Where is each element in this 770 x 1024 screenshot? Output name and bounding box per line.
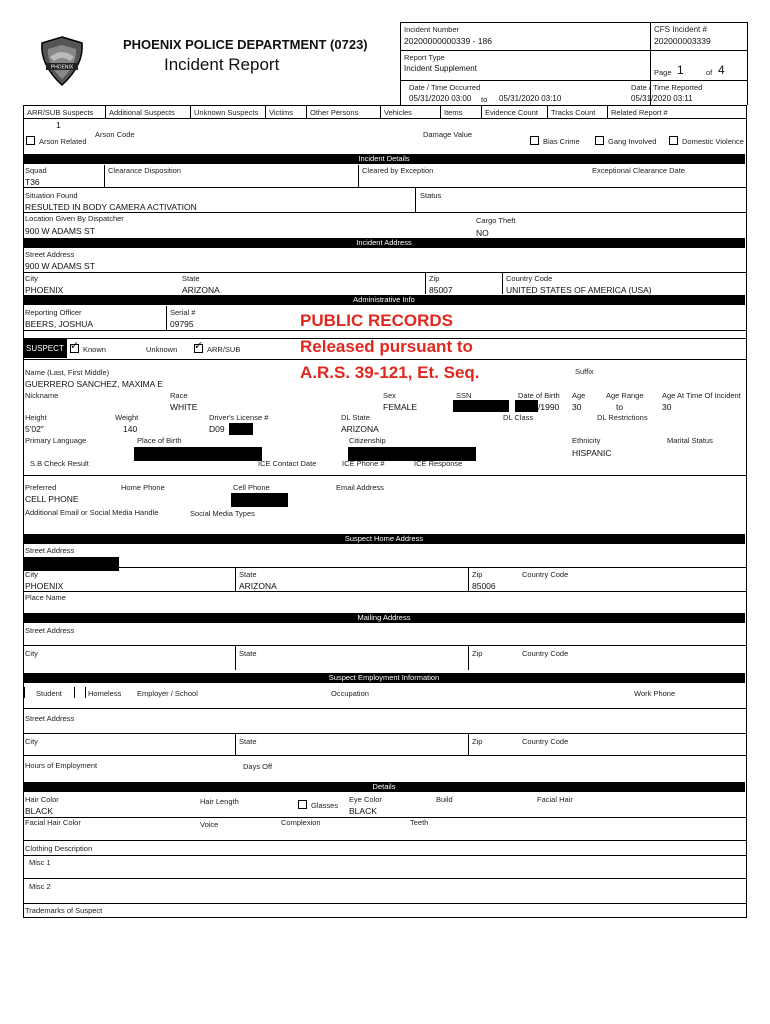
home-city-value: PHOENIX — [25, 581, 64, 591]
incident-address-bar: Incident Address — [23, 238, 745, 248]
race-label: Race — [170, 391, 188, 400]
count-header-9: Related Report # — [611, 108, 668, 117]
misc2-label: Misc 2 — [29, 882, 51, 891]
preferred-label: Preferred — [25, 483, 57, 492]
date-reported-label: Date / Time Reported — [631, 83, 703, 92]
complexion-label: Complexion — [281, 818, 321, 827]
date-reported: 05/31/2020 03:11 — [631, 94, 693, 103]
report-type-label: Report Type — [404, 53, 445, 62]
damage-value-label: Damage Value — [423, 130, 473, 139]
incident-details-bar: Incident Details — [23, 154, 745, 164]
inc-city-value: PHOENIX — [25, 285, 64, 295]
inc-street-value: 900 W ADAMS ST — [25, 261, 95, 271]
cfs-label: CFS Incident # — [654, 25, 707, 34]
count-divider — [440, 105, 441, 118]
count-header-3: Victims — [269, 108, 294, 117]
marital-label: Marital Status — [667, 436, 713, 445]
dl-partial: D09 — [209, 424, 225, 434]
home-street-label: Street Address — [25, 546, 75, 555]
known-label: Known — [83, 345, 106, 354]
home-state-value: ARIZONA — [239, 581, 277, 591]
count-divider — [481, 105, 482, 118]
cleared-exception-label: Cleared by Exception — [362, 166, 434, 175]
home-city-label: City — [25, 570, 38, 579]
location-label: Location Given By Dispatcher — [25, 214, 124, 223]
gang-involved-label: Gang Involved — [608, 137, 657, 146]
domestic-violence-label: Domestic Violence — [682, 137, 744, 146]
ice-response-label: ICE Response — [414, 459, 463, 468]
count-divider — [105, 105, 106, 118]
count-header-2: Unknown Suspects — [194, 108, 259, 117]
public-records-stamp-line1: PUBLIC RECORDS — [300, 311, 454, 330]
home-zip-value: 85006 — [472, 581, 496, 591]
count-divider — [547, 105, 548, 118]
citizenship-label: Citizenship — [349, 436, 386, 445]
sex-value: FEMALE — [383, 402, 418, 412]
ethnicity-label: Ethnicity — [572, 436, 601, 445]
gang-involved-checkbox[interactable] — [595, 136, 604, 145]
page-number: 1 — [677, 63, 684, 77]
home-phone-label: Home Phone — [121, 483, 165, 492]
clothing-label: Clothing Description — [25, 844, 93, 853]
arson-related-label: Arson Related — [39, 137, 87, 146]
count-header-6: Items — [444, 108, 463, 117]
homeless-label: Homeless — [88, 689, 122, 698]
inc-city-label: City — [25, 274, 38, 283]
cargo-theft-label: Cargo Theft — [476, 216, 516, 225]
squad-value: T36 — [25, 177, 40, 187]
exceptional-date-label: Exceptional Clearance Date — [592, 166, 685, 175]
domestic-violence-checkbox[interactable] — [669, 136, 678, 145]
ssn-redaction — [453, 400, 509, 412]
count-header-4: Other Persons — [310, 108, 359, 117]
officer-label: Reporting Officer — [25, 308, 82, 317]
emp-street-label: Street Address — [25, 714, 75, 723]
details-bar: Details — [23, 782, 745, 792]
clearance-label: Clearance Disposition — [108, 166, 181, 175]
count-divider — [265, 105, 266, 118]
facial-hair-color-label: Facial Hair Color — [25, 818, 81, 827]
situation-value: RESULTED IN BODY CAMERA ACTIVATION — [25, 202, 197, 212]
social-types-label: Social Media Types — [190, 509, 255, 518]
emp-city-label: City — [25, 737, 38, 746]
status-label: Status — [420, 191, 442, 200]
arr-sub-count: 1 — [56, 120, 61, 130]
arson-related-checkbox[interactable] — [26, 136, 35, 145]
email-label: Email Address — [336, 483, 384, 492]
hours-label: Hours of Employment — [25, 761, 98, 770]
age-range-to: to — [616, 402, 624, 412]
suffix-label: Suffix — [575, 367, 594, 376]
ethnicity-value: HISPANIC — [572, 448, 612, 458]
dl-redaction — [229, 423, 253, 435]
age-incident-label: Age At Time Of Incident — [662, 391, 741, 400]
employment-bar: Suspect Employment Information — [23, 673, 745, 683]
home-country-label: Country Code — [522, 570, 569, 579]
dob-partial: /1990 — [538, 402, 560, 412]
public-records-stamp-line3: A.R.S. 39-121, Et. Seq. — [300, 363, 480, 382]
dl-label: Driver's License # — [209, 413, 269, 422]
inc-zip-value: 85007 — [429, 285, 453, 295]
suspect-tab-label: SUSPECT — [26, 344, 64, 353]
bias-crime-checkbox[interactable] — [530, 136, 539, 145]
home-zip-label: Zip — [472, 570, 483, 579]
squad-label: Squad — [25, 166, 47, 175]
inc-country-label: Country Code — [506, 274, 553, 283]
voice-label: Voice — [200, 820, 219, 829]
mailing-address-bar: Mailing Address — [23, 613, 745, 623]
birthplace-label: Place of Birth — [137, 436, 182, 445]
cell-phone-redaction — [231, 493, 288, 507]
place-name-label: Place Name — [25, 593, 66, 602]
mail-street-label: Street Address — [25, 626, 75, 635]
serial-value: 09795 — [170, 319, 194, 329]
officer-value: BEERS, JOSHUA — [25, 319, 94, 329]
inc-state-value: ARIZONA — [182, 285, 220, 295]
inc-country-value: UNITED STATES OF AMERICA (USA) — [506, 285, 652, 295]
dl-state-value: ARIZONA — [341, 424, 379, 434]
count-header-5: Vehicles — [384, 108, 412, 117]
dl-state-label: DL State — [341, 413, 370, 422]
cargo-theft-value: NO — [476, 228, 489, 238]
ice-date-label: ICE Contact Date — [258, 459, 317, 468]
page-of-label: of — [706, 68, 713, 77]
date-occurred-from: 05/31/2020 03:00 — [409, 94, 472, 103]
name-label: Name (Last, First Middle) — [25, 368, 110, 377]
inc-state-label: State — [182, 274, 200, 283]
sex-label: Sex — [383, 391, 396, 400]
ssn-label: SSN — [456, 391, 472, 400]
cfs-value: 202000003339 — [654, 36, 711, 46]
inc-street-label: Street Address — [25, 250, 75, 259]
glasses-label: Glasses — [311, 801, 339, 810]
home-state-label: State — [239, 570, 257, 579]
height-label: Height — [25, 413, 47, 422]
age-value: 30 — [572, 402, 582, 412]
preferred-value: CELL PHONE — [25, 494, 79, 504]
admin-info-bar: Administrative Info — [23, 295, 745, 305]
height-value: 5'02" — [25, 424, 44, 434]
arson-code-label: Arson Code — [95, 130, 135, 139]
department-logo — [36, 35, 88, 87]
dl-restrictions-label: DL Restrictions — [597, 413, 648, 422]
known-check-icon: ✓ — [70, 340, 80, 352]
cell-phone-label: Cell Phone — [233, 483, 270, 492]
unknown-label: Unknown — [146, 345, 178, 354]
date-occurred-to: 05/31/2020 03:10 — [499, 94, 562, 103]
dob-label: Date of Birth — [518, 391, 560, 400]
mail-country-label: Country Code — [522, 649, 569, 658]
eye-color-label: Eye Color — [349, 795, 382, 804]
eye-color-value: BLACK — [349, 806, 377, 816]
count-divider — [607, 105, 608, 118]
report-type: Incident Supplement — [404, 64, 477, 73]
incident-number: 20200000000339 - 186 — [404, 36, 492, 46]
hair-color-label: Hair Color — [25, 795, 59, 804]
arrsub-check-icon: ✓ — [194, 340, 204, 352]
svg-text:PHOENIX: PHOENIX — [50, 64, 74, 71]
bias-crime-label: Bias Crime — [543, 137, 580, 146]
build-label: Build — [436, 795, 453, 804]
emp-state-label: State — [239, 737, 257, 746]
name-value: GUERRERO SANCHEZ, MAXIMA E — [25, 379, 163, 389]
mail-state-label: State — [239, 649, 257, 658]
inc-zip-label: Zip — [429, 274, 440, 283]
count-divider — [380, 105, 381, 118]
ice-phone-label: ICE Phone # — [342, 459, 385, 468]
sb-check-label: S.B Check Result — [30, 459, 89, 468]
department-name: PHOENIX POLICE DEPARTMENT (0723) — [123, 37, 368, 52]
mail-city-label: City — [25, 649, 38, 658]
date-occurred-label: Date / Time Occurred — [409, 83, 481, 92]
page-total: 4 — [718, 63, 725, 77]
count-header-1: Additional Suspects — [109, 108, 175, 117]
serial-label: Serial # — [170, 308, 196, 317]
trademarks-label: Trademarks of Suspect — [25, 906, 103, 915]
teeth-label: Teeth — [410, 818, 429, 827]
count-divider — [306, 105, 307, 118]
student-label: Student — [36, 689, 62, 698]
glasses-checkbox[interactable] — [298, 800, 307, 809]
mail-zip-label: Zip — [472, 649, 483, 658]
occupation-label: Occupation — [331, 689, 369, 698]
age-range-label: Age Range — [606, 391, 644, 400]
nickname-label: Nickname — [25, 391, 59, 400]
home-address-bar: Suspect Home Address — [23, 534, 745, 544]
employer-label: Employer / School — [137, 689, 198, 698]
page-label: Page — [654, 68, 672, 77]
report-title: Incident Report — [164, 55, 280, 74]
weight-label: Weight — [115, 413, 139, 422]
days-off-label: Days Off — [243, 762, 273, 771]
weight-value: 140 — [123, 424, 138, 434]
age-incident-value: 30 — [662, 402, 672, 412]
count-header-0: ARR/SUB Suspects — [27, 108, 94, 117]
facial-hair-label: Facial Hair — [537, 795, 573, 804]
count-divider — [190, 105, 191, 118]
emp-zip-label: Zip — [472, 737, 483, 746]
count-header-8: Tracks Count — [551, 108, 596, 117]
hair-color-value: BLACK — [25, 806, 53, 816]
dl-class-label: DL Class — [503, 413, 534, 422]
dob-redaction — [515, 400, 538, 412]
age-label: Age — [572, 391, 586, 400]
incident-number-label: Incident Number — [404, 25, 460, 34]
location-value: 900 W ADAMS ST — [25, 226, 95, 236]
emp-country-label: Country Code — [522, 737, 569, 746]
work-phone-label: Work Phone — [634, 689, 676, 698]
hair-length-label: Hair Length — [200, 797, 239, 806]
home-street-redaction — [23, 557, 119, 571]
to-label: to — [481, 95, 488, 104]
birthplace-redaction — [134, 447, 262, 461]
situation-label: Situation Found — [25, 191, 78, 200]
race-value: WHITE — [170, 402, 198, 412]
arrsub-label: ARR/SUB — [207, 345, 241, 354]
count-header-7: Evidence Count — [485, 108, 538, 117]
misc1-label: Misc 1 — [29, 858, 51, 867]
language-label: Primary Language — [25, 436, 87, 445]
public-records-stamp-line2: Released pursuant to — [300, 337, 473, 356]
additional-email-label: Additional Email or Social Media Handle — [25, 508, 159, 517]
